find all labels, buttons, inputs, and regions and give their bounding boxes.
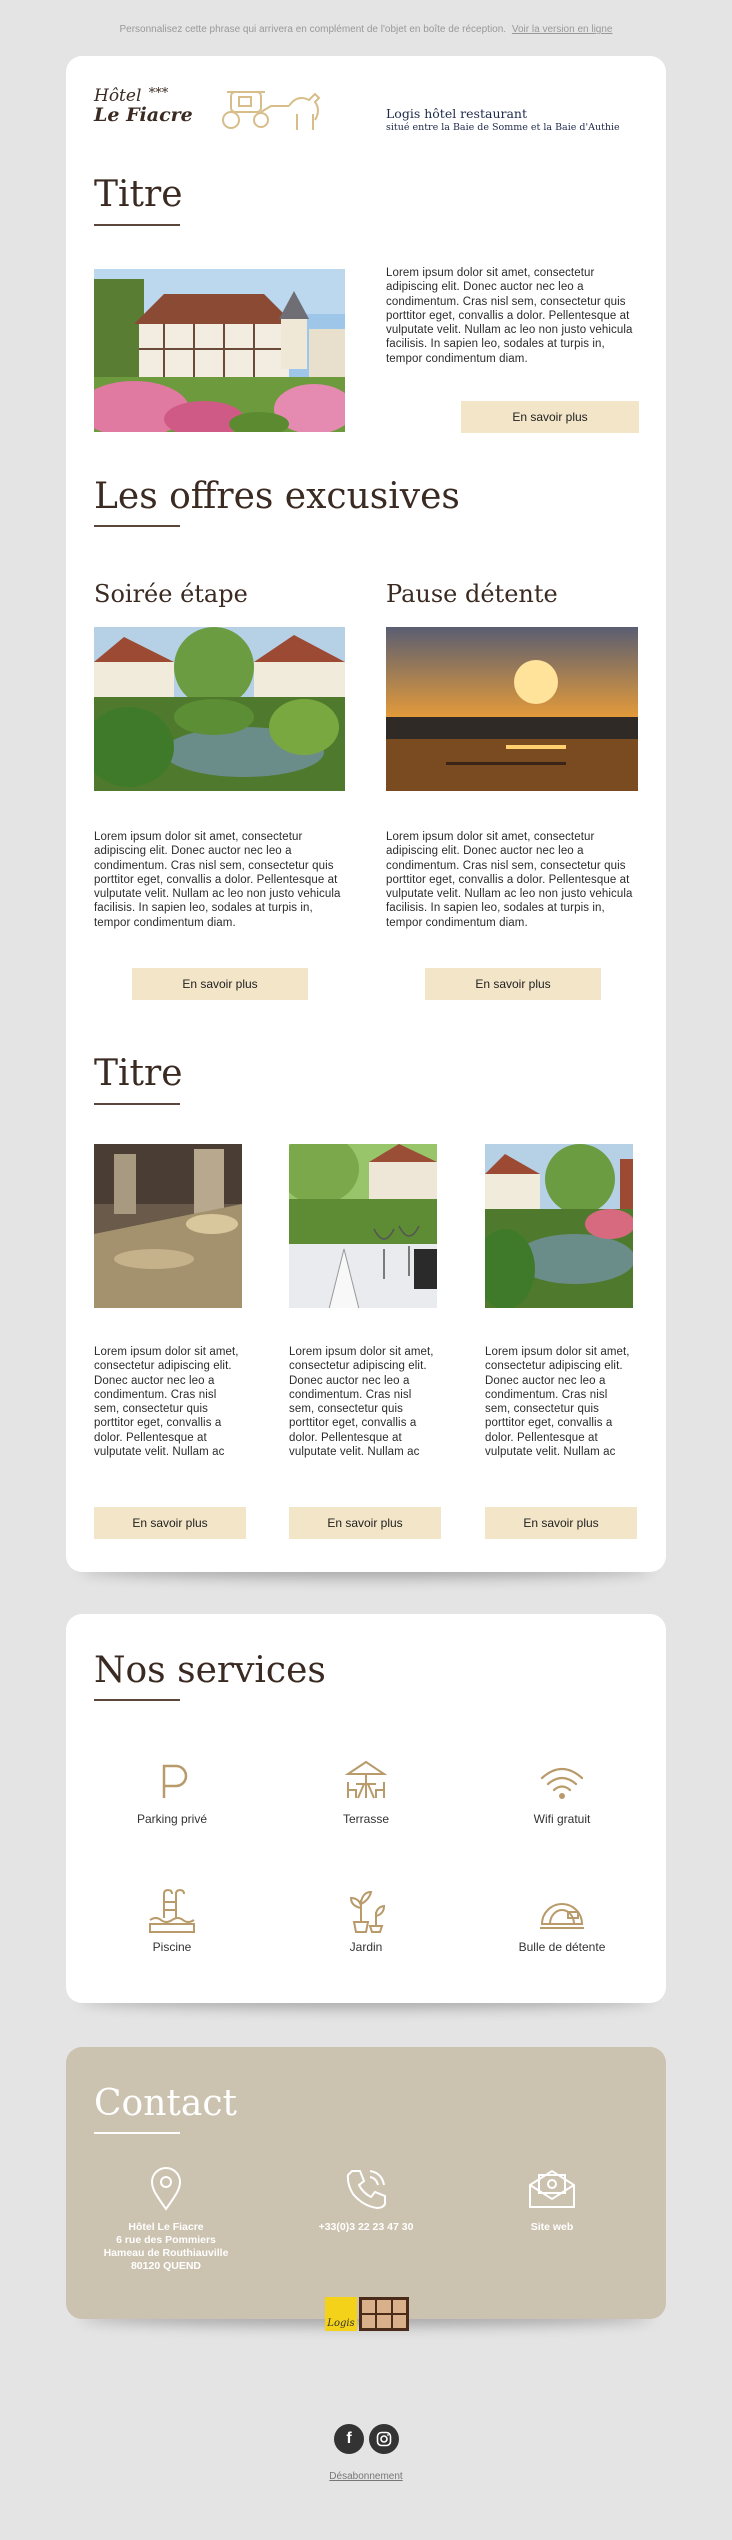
contact-title: Contact xyxy=(94,2083,237,2124)
section1-underline xyxy=(94,224,180,226)
address-line1: Hôtel Le Fiacre xyxy=(128,2221,204,2233)
pond-image xyxy=(485,1144,633,1308)
pond-garden-image xyxy=(94,627,345,791)
logo-line1: Hôtel xyxy=(94,86,142,106)
offer1-text: Lorem ipsum dolor sit amet, consectetur adipiscing elit. Donec auctor nec leo a condimentum. Cras nisl sem, consectetur quis porttitor eget, convallis a dolor. Pellentesque at vulputate velit. Nullam ac leo non justo vehicula facilisis. In sapien leo, sodales at turpis in, tempor condimentum diam. xyxy=(94,831,341,929)
item2-text: Lorem ipsum dolor sit amet, consectetur adipiscing elit. Donec auctor nec leo a condimentum. Cras nisl sem, consectetur quis porttitor eget, convallis a dolor. Pellentesque at vulputate velit. Nullam ac xyxy=(289,1346,434,1459)
service-label: Piscine xyxy=(152,1940,192,1954)
facebook-button[interactable] xyxy=(334,2424,364,2454)
service-dome xyxy=(492,1886,632,1954)
service-label: Wifi gratuit xyxy=(533,1812,591,1826)
offer1-title: Soirée étape xyxy=(94,580,248,608)
item3-more-button[interactable]: En savoir plus xyxy=(485,1507,637,1539)
view-online-link[interactable]: Voir la version en ligne xyxy=(511,24,613,35)
email-icon xyxy=(527,2167,577,2211)
logo-line2: Le Fiacre xyxy=(94,104,193,126)
unsubscribe-link[interactable]: Désabonnement xyxy=(329,2471,403,2482)
service-label: Terrasse xyxy=(342,1812,389,1826)
offers-underline xyxy=(94,525,180,527)
facebook-icon: f xyxy=(346,2430,352,2447)
terrace-table-image xyxy=(289,1144,437,1308)
section1-more-button[interactable]: En savoir plus xyxy=(461,401,639,433)
services-card xyxy=(66,1614,666,2003)
header-subtitle: situé entre la Baie de Somme et la Baie d'Authie xyxy=(386,122,620,133)
service-garden xyxy=(296,1886,436,1954)
hotel-garden-image xyxy=(94,269,345,432)
item1-more-button[interactable]: En savoir plus xyxy=(94,1507,246,1539)
services-underline xyxy=(94,1699,180,1701)
header-title: Logis hôtel restaurant xyxy=(386,106,527,121)
sunset-image xyxy=(386,627,638,791)
location-pin-icon xyxy=(148,2167,184,2211)
logo-stars: *** xyxy=(148,86,169,101)
main-card xyxy=(66,56,666,1572)
section1-text: Lorem ipsum dolor sit amet, consectetur adipiscing elit. Donec auctor nec leo a condimentum. Cras nisl sem, consectetur quis porttitor eget, convallis a dolor. Pellentesque at vulputate velit. Nullam ac leo non justo vehicula facilisis. In sapien leo, sodales at turpis in, tempor condimentum diam. xyxy=(386,267,633,365)
service-terrace xyxy=(296,1758,436,1826)
offer2-text: Lorem ipsum dolor sit amet, consectetur adipiscing elit. Donec auctor nec leo a condimentum. Cras nisl sem, consectetur quis porttitor eget, convallis a dolor. Pellentesque at vulputate velit. Nullam ac leo non justo vehicula facilisis. In sapien leo, sodales at turpis in, tempor condimentum diam. xyxy=(386,831,633,929)
pool-icon xyxy=(148,1886,196,1934)
service-label: Jardin xyxy=(349,1940,383,1954)
instagram-button[interactable] xyxy=(369,2424,399,2454)
hotel-logo[interactable] xyxy=(94,86,344,131)
contact-phone[interactable] xyxy=(286,2167,446,2234)
bedroom-image xyxy=(94,1144,242,1308)
section3-underline xyxy=(94,1103,180,1105)
dome-icon xyxy=(538,1886,586,1934)
logis-badge xyxy=(325,2297,409,2331)
offer2-more-button[interactable]: En savoir plus xyxy=(425,968,601,1000)
wifi-icon xyxy=(538,1758,586,1806)
item1-text: Lorem ipsum dolor sit amet, consectetur adipiscing elit. Donec auctor nec leo a condimentum. Cras nisl sem, consectetur quis porttitor eget, convallis a dolor. Pellentesque at vulputate velit. Nullam ac xyxy=(94,1346,239,1459)
section1-title: Titre xyxy=(94,174,183,215)
offer1-more-button[interactable]: En savoir plus xyxy=(132,968,308,1000)
logis-badge-text: Logis xyxy=(327,2318,355,2329)
item2-more-button[interactable]: En savoir plus xyxy=(289,1507,441,1539)
contact-card xyxy=(66,2047,666,2329)
address-line3: Hameau de Routhiauville xyxy=(103,2247,229,2259)
carriage-icon xyxy=(217,86,345,130)
contact-website[interactable] xyxy=(472,2167,632,2234)
service-pool xyxy=(102,1886,242,1954)
preheader-text: Personnalisez cette phrase qui arrivera en complément de l'objet en boîte de réception. xyxy=(119,24,507,35)
address-line2: 6 rue des Pommiers xyxy=(116,2234,216,2246)
parking-icon xyxy=(148,1758,196,1806)
service-wifi xyxy=(492,1758,632,1826)
garden-icon xyxy=(342,1886,390,1934)
phone-number: +33(0)3 22 23 47 30 xyxy=(318,2221,414,2233)
website-link: Site web xyxy=(530,2221,574,2233)
offer2-title: Pause détente xyxy=(386,580,558,608)
offers-title: Les offres excusives xyxy=(94,476,460,517)
service-parking xyxy=(102,1758,242,1826)
instagram-icon xyxy=(376,2431,392,2447)
service-label: Parking privé xyxy=(136,1812,208,1826)
preheader xyxy=(0,24,732,35)
item3-text: Lorem ipsum dolor sit amet, consectetur adipiscing elit. Donec auctor nec leo a condimentum. Cras nisl sem, consectetur quis porttitor eget, convallis a dolor. Pellentesque at vulputate velit. Nullam ac xyxy=(485,1346,630,1459)
services-title: Nos services xyxy=(94,1650,326,1691)
section3-title: Titre xyxy=(94,1053,183,1094)
contact-underline xyxy=(94,2132,180,2134)
contact-address xyxy=(86,2167,246,2273)
service-label: Bulle de détente xyxy=(518,1940,606,1954)
address-line4: 80120 QUEND xyxy=(130,2260,202,2272)
terrace-icon xyxy=(342,1758,390,1806)
phone-icon xyxy=(344,2167,388,2211)
